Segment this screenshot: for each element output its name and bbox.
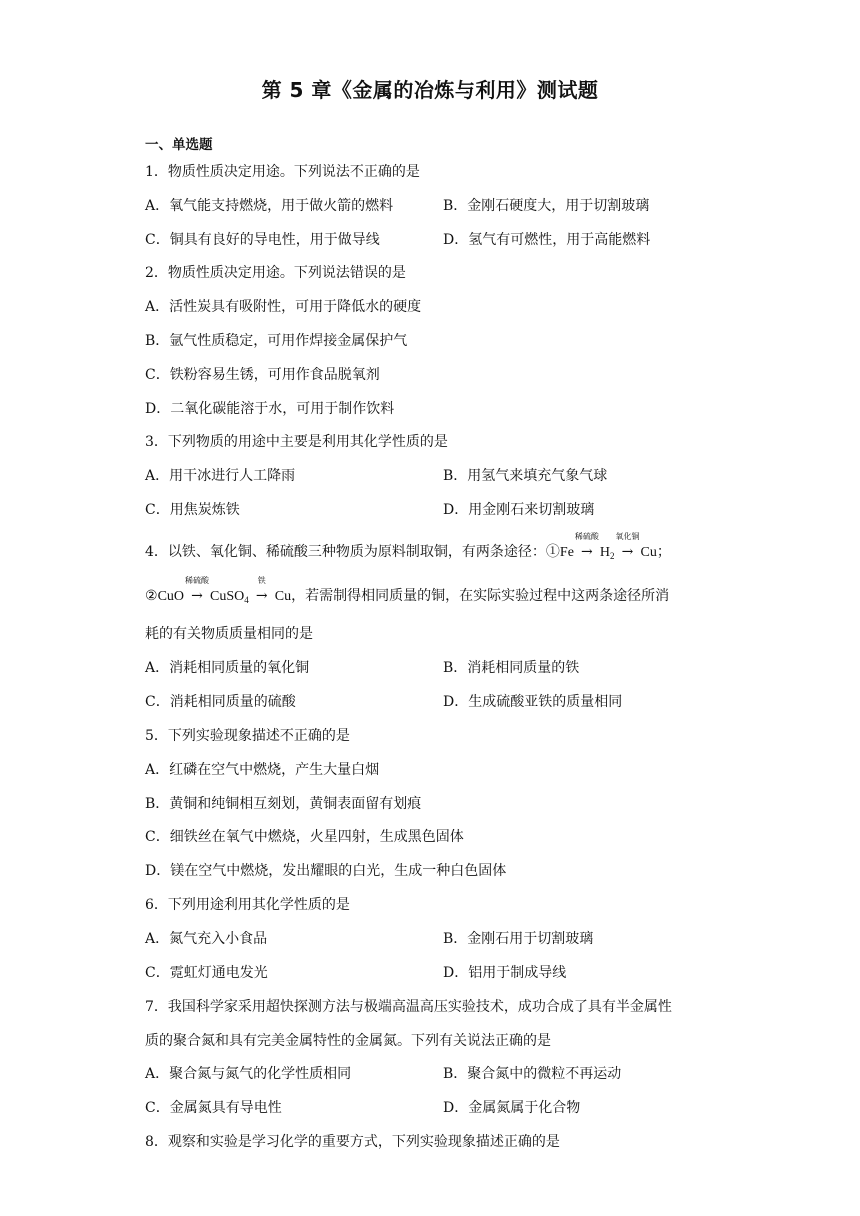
reaction-2-arrow-1-label: 稀硫酸 bbox=[185, 576, 210, 585]
question-6-stem: 6．下列用途利用其化学性质的是 bbox=[145, 897, 350, 913]
question-6-option-d: D．铝用于制成导线 bbox=[443, 965, 567, 981]
reaction-1-h2 bbox=[600, 543, 615, 566]
question-2-option-a: A．活性炭具有吸附性，可用于降低水的硬度 bbox=[145, 299, 422, 315]
question-2-option-c: C．铁粉容易生锈，可用作食品脱氧剂 bbox=[145, 367, 380, 383]
question-7-stem-line-2: 质的聚合氮和具有完美金属特性的金属氮。下列有关说法正确的是 bbox=[145, 1033, 551, 1049]
question-4-stem-text: 4．以铁、氧化铜、稀硫酸三种物质为原料制取铜，有两条途径：① bbox=[145, 544, 560, 560]
reaction-2-cu: Cu bbox=[274, 589, 292, 604]
reaction-1-fe: Fe bbox=[559, 545, 574, 560]
question-6-option-b: B．金刚石用于切割玻璃 bbox=[443, 931, 594, 947]
question-1-option-a: A．氧气能支持燃烧，用于做火箭的燃料 bbox=[145, 198, 394, 214]
question-4-stem-line-2 bbox=[145, 576, 670, 610]
question-6-option-a: A．氮气充入小食品 bbox=[145, 931, 268, 947]
question-5-stem: 5．下列实验现象描述不正确的是 bbox=[145, 728, 350, 744]
question-4-stem-line-3: 耗的有关物质质量相同的是 bbox=[145, 626, 313, 642]
question-2-stem: 2．物质性质决定用途。下列说法错误的是 bbox=[145, 265, 406, 281]
question-7-option-a: A．聚合氮与氮气的化学性质相同 bbox=[145, 1066, 352, 1082]
question-5-option-a: A．红磷在空气中燃烧，产生大量白烟 bbox=[145, 762, 380, 778]
question-4-stem-continued: ，若需制得相同质量的铜，在实际实验过程中这两条途径所消 bbox=[291, 588, 670, 604]
reaction-1-arrow-1 bbox=[574, 532, 599, 562]
question-3-option-b: B．用氢气来填充气象气球 bbox=[443, 468, 608, 484]
reaction-2-arrow-2-label: 铁 bbox=[257, 576, 266, 585]
question-5-option-d: D．镁在空气中燃烧，发出耀眼的白光，生成一种白色固体 bbox=[145, 863, 507, 879]
reaction-1-cu: Cu bbox=[640, 545, 657, 560]
question-2-option-d: D．二氧化碳能溶于水，可用于制作饮料 bbox=[145, 401, 395, 417]
reaction-2-cuso4 bbox=[210, 587, 249, 610]
reaction-1-h2-subscript: 2 bbox=[610, 551, 615, 561]
reaction-2-cuso4-symbol: CuSO bbox=[210, 589, 245, 604]
question-7-stem-line-1: 7．我国科学家采用超快探测方法与极端高温高压实验技术，成功合成了具有半金属性 bbox=[145, 999, 672, 1015]
reaction-1-h2-symbol: H bbox=[599, 545, 611, 560]
arrow-right-icon: → bbox=[255, 588, 268, 604]
question-3-option-a: A．用干冰进行人工降雨 bbox=[145, 468, 296, 484]
reaction-1-end: ； bbox=[656, 544, 671, 560]
question-1-option-d: D．氢气有可燃性，用于高能燃料 bbox=[443, 232, 651, 248]
question-1-option-c: C．铜具有良好的导电性，用于做导线 bbox=[145, 232, 380, 248]
page-title: 第 5 章《金属的冶炼与利用》测试题 bbox=[261, 78, 599, 102]
arrow-right-icon: → bbox=[581, 544, 593, 560]
question-2-option-b: B．氩气性质稳定，可用作焊接金属保护气 bbox=[145, 333, 408, 349]
reaction-2-arrow-1 bbox=[185, 576, 210, 606]
reaction-2-cuo: CuO bbox=[157, 589, 185, 604]
question-7-option-c: C．金属氮具有导电性 bbox=[145, 1100, 282, 1116]
question-5-option-c: C．细铁丝在氧气中燃烧，火星四射，生成黑色固体 bbox=[145, 829, 464, 845]
section-heading: 一、单选题 bbox=[145, 137, 213, 153]
reaction-1-arrow-1-label: 稀硫酸 bbox=[574, 532, 599, 541]
question-4-option-c: C．消耗相同质量的硫酸 bbox=[145, 694, 296, 710]
question-5-option-b: B．黄铜和纯铜相互刻划，黄铜表面留有划痕 bbox=[145, 796, 422, 812]
question-4-stem-line-1 bbox=[145, 532, 671, 566]
reaction-2-marker: ② bbox=[145, 588, 158, 604]
reaction-2-arrow-2 bbox=[251, 576, 273, 606]
reaction-1-arrow-2 bbox=[615, 532, 640, 562]
question-7-option-d: D．金属氮属于化合物 bbox=[443, 1100, 581, 1116]
question-3-option-c: C．用焦炭炼铁 bbox=[145, 502, 240, 518]
question-6-option-c: C．霓虹灯通电发光 bbox=[145, 965, 268, 981]
question-4-option-d: D．生成硫酸亚铁的质量相同 bbox=[443, 694, 623, 710]
arrow-right-icon: → bbox=[191, 588, 203, 604]
question-8-stem: 8．观察和实验是学习化学的重要方式，下列实验现象描述正确的是 bbox=[145, 1134, 560, 1150]
question-4-option-a: A．消耗相同质量的氧化铜 bbox=[145, 660, 310, 676]
question-3-stem: 3．下列物质的用途中主要是利用其化学性质的是 bbox=[145, 434, 448, 450]
question-4-option-b: B．消耗相同质量的铁 bbox=[443, 660, 580, 676]
question-3-option-d: D．用金刚石来切割玻璃 bbox=[443, 502, 595, 518]
question-1-stem: 1．物质性质决定用途。下列说法不正确的是 bbox=[145, 164, 420, 180]
reaction-2-cuso4-subscript: 4 bbox=[244, 595, 249, 605]
arrow-right-icon: → bbox=[621, 544, 634, 560]
question-7-option-b: B．聚合氮中的微粒不再运动 bbox=[443, 1066, 622, 1082]
question-1-option-b: B．金刚石硬度大，用于切割玻璃 bbox=[443, 198, 650, 214]
reaction-1-arrow-2-label: 氧化铜 bbox=[615, 532, 640, 541]
